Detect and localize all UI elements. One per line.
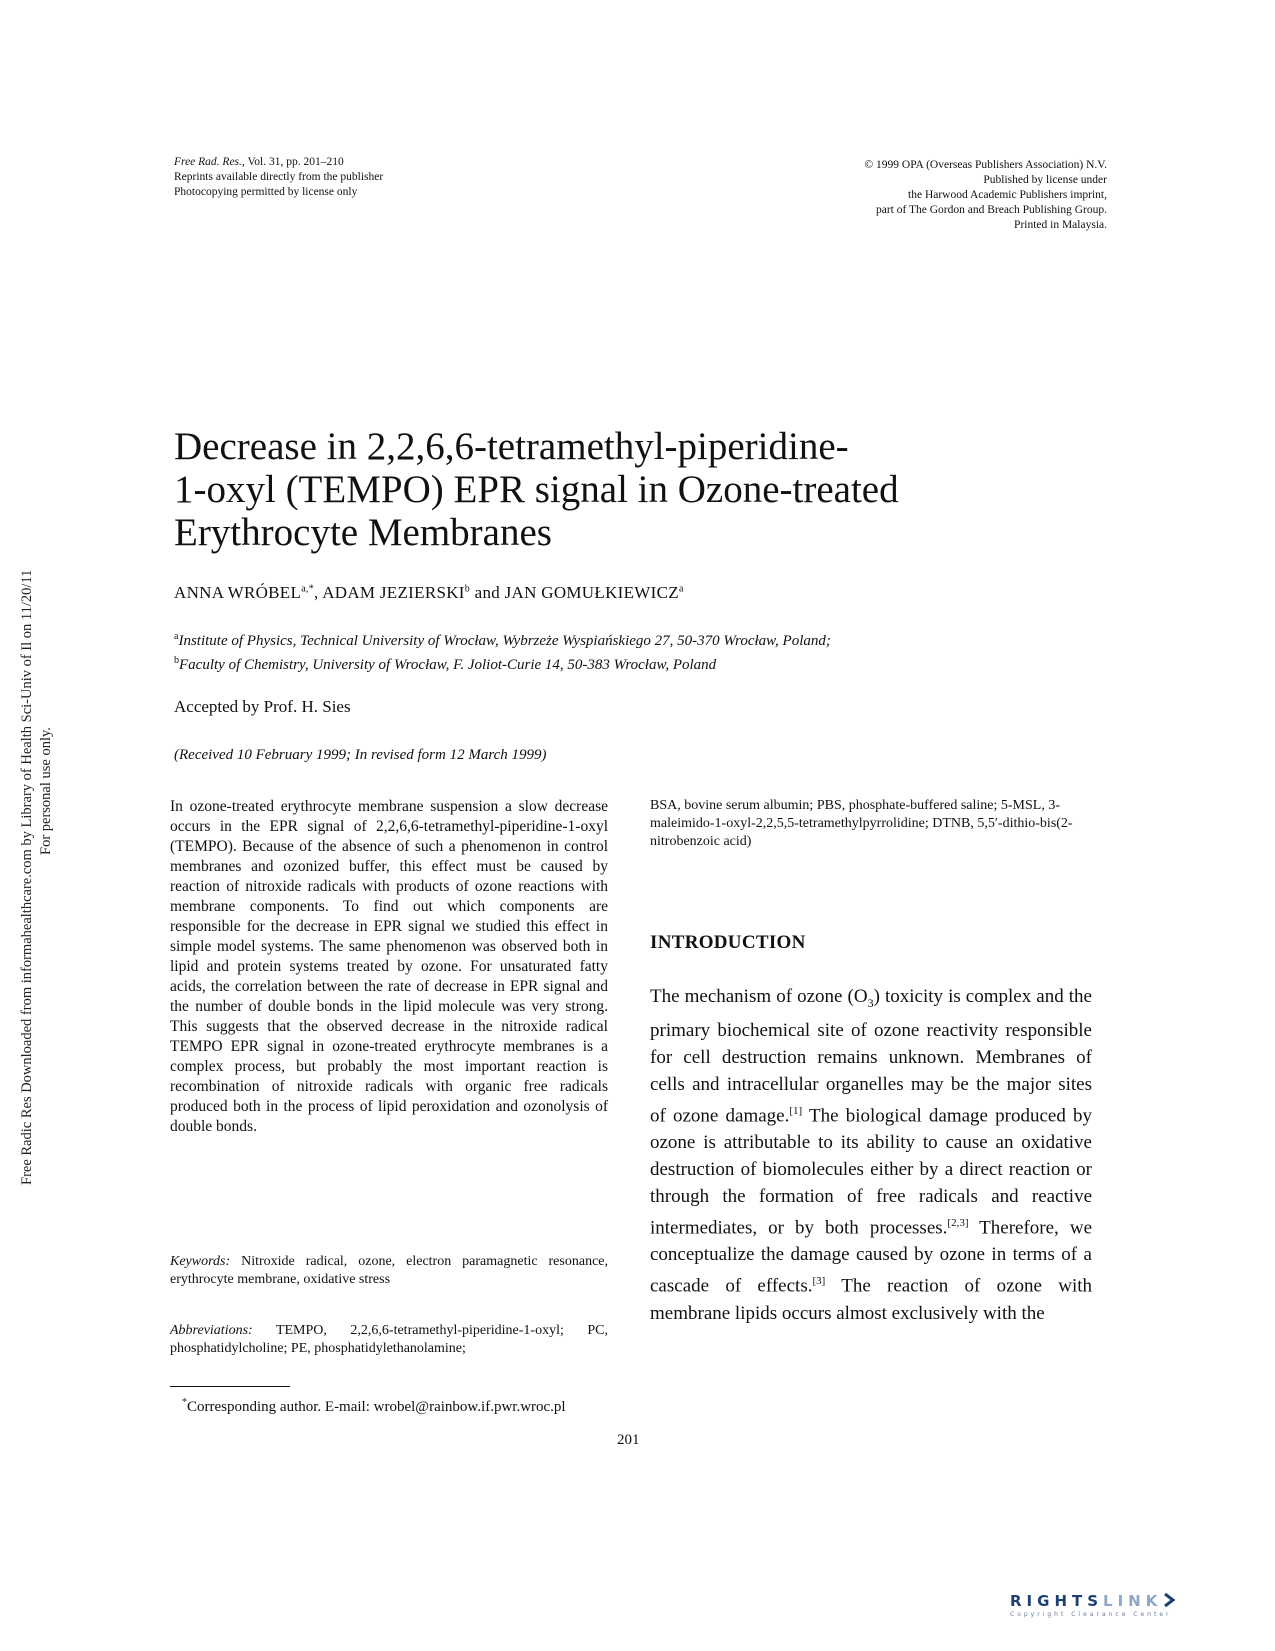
footnote-divider [170, 1386, 290, 1387]
abbreviations-right: BSA, bovine serum albumin; PBS, phosphate-buffered saline; 5-MSL, 3-maleimido-1-oxyl-2,2,5,5-tetramethylpyrrolidine; DTNB, 5,5′-dithio-bis(2-nitrobenzoic acid) [650, 798, 1073, 849]
introduction-body [650, 983, 1092, 1327]
journal-header-left [174, 155, 474, 200]
journal-citation [174, 155, 474, 170]
affiliation-a-sup: a [174, 631, 179, 642]
intro-text-1: The mechanism of ozone (O [650, 986, 868, 1007]
ozone-subscript: 3 [867, 995, 874, 1010]
title-line-1: Decrease in 2,2,6,6-tetramethyl-piperidine- [174, 425, 849, 468]
side-note-line-1: Free Radic Res Downloaded from informahealthcare.com by Library of Health Sci-Univ of Il on 11/20/11 [19, 569, 35, 1185]
author-1: ANNA WRÓBEL [174, 583, 302, 602]
intro-text-2: ) toxicity is complex and the primary biochemical site of ozone reactivity responsible for cell destruction remains unknown. Membranes of cells and intracellular organelles may be the major sites of ozone damage. [650, 986, 1092, 1127]
affiliation-a-text: Institute of Physics, Technical University of Wrocław, Wybrzeże Wyspiańskiego 27, 50-370 Wrocław, Poland; [178, 633, 831, 649]
publisher-line-2: Published by license under [983, 174, 1107, 186]
abbreviations-text-left: TEMPO, 2,2,6,6-tetramethyl-piperidine-1-oxyl; PC, phosphatidylcholine; PE, phosphatidylethanolamine; [170, 1323, 608, 1356]
author-2-sup: b [464, 583, 471, 595]
photocopy-note: Photocopying permitted by license only [174, 186, 358, 198]
abbreviations-label: Abbreviations: [170, 1323, 253, 1338]
reprints-note: Reprints available directly from the publisher [174, 171, 384, 183]
affiliation-b [174, 651, 994, 675]
page-number: 201 [617, 1432, 640, 1448]
author-3: and JAN GOMUŁKIEWICZ [470, 583, 679, 602]
journal-name: Free Rad. Res. [174, 156, 242, 168]
reference-3: [3] [812, 1275, 826, 1288]
journal-volume: , Vol. 31, pp. 201–210 [241, 156, 344, 168]
publisher-line-3: the Harwood Academic Publishers imprint, [908, 189, 1107, 201]
download-side-note [18, 185, 56, 1185]
copyright-line: © 1999 OPA (Overseas Publishers Association) N.V. [864, 159, 1107, 171]
rightslink-wordmark [1010, 1592, 1245, 1611]
publisher-line-4: part of The Gordon and Breach Publishing Group. [875, 204, 1107, 216]
publisher-header-right [777, 158, 1107, 233]
intro-text-5: The reaction of ozone with membrane lipids occurs almost exclusively with the [650, 1275, 1092, 1324]
affiliation-a [174, 627, 994, 651]
keywords-text: Nitroxide radical, ozone, electron paramagnetic resonance, erythrocyte membrane, oxidative stress [170, 1254, 608, 1287]
paper-title [174, 425, 974, 554]
author-list [174, 583, 684, 603]
intro-text-3: The biological damage produced by ozone is attributable to its ability to cause an oxidative destruction of biomolecules either by a direct reaction or through the formation of free radicals and reactive intermediates, or by both processes. [650, 1105, 1093, 1239]
rightslink-chevron-icon [1162, 1592, 1178, 1608]
accepted-by: Accepted by Prof. H. Sies [174, 697, 351, 716]
received-dates: (Received 10 February 1999; In revised form 12 March 1999) [174, 747, 547, 763]
footnote-star: * [182, 1397, 187, 1408]
abstract: In ozone-treated erythrocyte membrane suspension a slow decrease occurs in the EPR signal of 2,2,6,6-tetramethyl-piperidine-1-oxyl (TEMPO). Because of the absence of such a phenomenon in control membranes and ozonized buffer, this effect must be caused by reaction of nitroxide radicals with products of ozone reactions with membrane components. To find out which components are responsible for the decrease in EPR signal we studied this effect in simple model systems. The same phenomenon was observed both in lipid and protein systems treated by ozone. For unsaturated fatty acids, the correlation between the rate of decrease in EPR signal and the number of double bonds in the lipid molecule was very strong. This suggests that the observed decrease in the nitroxide radical TEMPO EPR signal in ozone-treated erythrocyte membranes is a complex process, but probably the most important reaction is recombination of nitroxide radicals with organic free radicals produced both in the process of lipid peroxidation and ozonolysis of double bonds. [170, 798, 608, 1135]
affiliation-b-sup: b [174, 655, 179, 666]
printed-in: Printed in Malaysia. [1014, 219, 1107, 231]
keywords [170, 1253, 608, 1289]
keywords-label: Keywords: [170, 1254, 231, 1269]
author-2: , ADAM JEZIERSKI [314, 583, 465, 602]
reference-1: [1] [789, 1104, 803, 1117]
author-3-sup: a [678, 583, 684, 595]
reference-2-3: [2,3] [947, 1217, 969, 1230]
abbreviations-left [170, 1322, 608, 1358]
corresponding-author-footnote [182, 1397, 566, 1416]
footnote-text: Corresponding author. E-mail: wrobel@rainbow.if.pwr.wroc.pl [187, 1399, 566, 1415]
affiliation-b-text: Faculty of Chemistry, University of Wrocław, F. Joliot-Curie 14, 50-383 Wrocław, Poland [179, 657, 717, 673]
title-line-3: Erythrocyte Membranes [174, 511, 552, 554]
rightslink-word-light: LINK [1103, 1592, 1163, 1610]
affiliations [174, 627, 994, 675]
rightslink-word-dark: RIGHTS [1010, 1592, 1104, 1610]
side-note-line-2: For personal use only. [38, 727, 54, 855]
rightslink-tagline: Copyright Clearance Center [1010, 1611, 1172, 1618]
title-line-2: 1-oxyl (TEMPO) EPR signal in Ozone-treated [174, 468, 899, 511]
author-1-sup: a,* [301, 583, 315, 595]
intro-text-4: Therefore, we conceptualize the damage caused by ozone in terms of a cascade of effects. [650, 1217, 1092, 1297]
section-heading-introduction: INTRODUCTION [650, 932, 806, 953]
rightslink-logo [1010, 1592, 1245, 1632]
